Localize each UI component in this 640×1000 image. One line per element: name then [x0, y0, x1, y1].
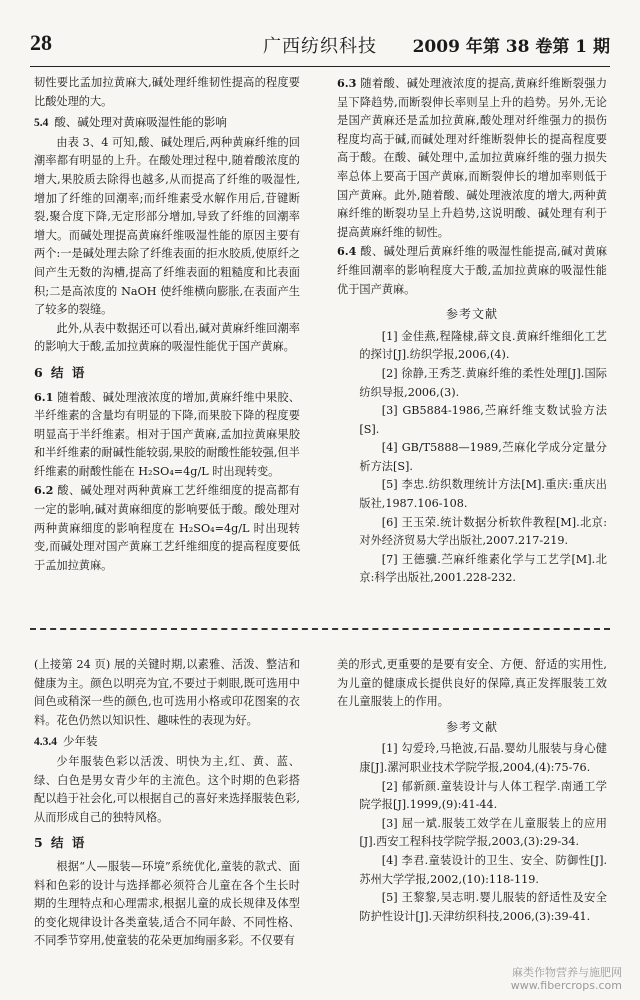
upper-left-column — [34, 74, 300, 575]
paragraph-text: 酸、碱处理对两种黄麻工艺纤维细度的提高都有一定的影响,碱对黄麻细度的影响要低于酸。酸处理对两种黄麻细度的影响程度在 H₂SO₄=4g/L 时出现转变,而碱处理对国产黄麻工艺纤维细度的提高程度要低于孟加拉黄麻。 — [34, 484, 300, 572]
header-rule — [30, 66, 610, 67]
paragraph: 美的形式,更重要的是要有安全、方便、舒适的实用性,为儿童的健康成长提供良好的保障,真正发挥服装工效在儿童服装上的作用。 — [337, 658, 607, 709]
upper-right-column — [337, 74, 607, 588]
watermark-line: 麻类作物营养与施肥网 — [512, 966, 622, 979]
paragraph: 根据“人—服装—环境”系统优化,童装的款式、面料和色彩的设计与选择都必须符合儿童在各个生长时期的生理特点和心理需求,根据儿童的成长规律及体型的变化规律设计各类童装,适合不同年龄、不同性格、不同季节穿用,使童装的花朵更加绚丽多彩。不仅要有 — [34, 859, 300, 948]
section-heading-4-3-4 — [34, 732, 300, 752]
reference-item: [5] 王黎黎,吴志明.婴儿服装的舒适性及安全防护性设计[J].天津纺织科技,2006,(3):39-41. — [359, 891, 607, 923]
paragraph-text: 随着酸、碱处理液浓度的提高,黄麻纤维断裂强力呈下降趋势,而断裂伸长率则呈上升的趋势。另外,无论是国产黄麻还是孟加拉黄麻,酸处理对纤维强力的损伤程度均高于碱,而碱处理对纤维断裂伸长的提高程度要高于酸。在酸、碱处理中,孟加拉黄麻纤维的强力损失率总体上要高于国产黄麻,而断裂伸长的增加率则低于国产黄麻。此外,随着酸、碱处理液浓度的增大,两种黄麻纤维的断裂功呈上升趋势,这说明酸、碱处理有利于提高黄麻纤维的韧性。 — [337, 77, 608, 239]
reference-item: [3] GB5884-1986,苎麻纤维支数试验方法[S]. — [359, 404, 607, 436]
reference-item: [3] 屈一斌.服装工效学在儿童服装上的应用[J].西安工程科技学院学报,2003,(3):29-34. — [359, 816, 607, 849]
site-watermark — [511, 966, 622, 992]
section-heading-5-4 — [34, 113, 300, 133]
watermark-line: www.fibercrops.com — [510, 979, 622, 992]
section-number: 6.3 — [337, 76, 357, 90]
lower-left-column — [34, 656, 300, 951]
page-number: 28 — [30, 30, 52, 55]
paragraph: 此外,从表中数据还可以看出,碱对黄麻纤维回潮率的影响大于酸,孟加拉黄麻的吸湿性能优于国产黄麻。 — [34, 321, 300, 354]
paragraph-6-3 — [337, 74, 607, 242]
section-number: 5.4 — [34, 117, 49, 130]
section-heading-6: 6 结 语 — [34, 364, 87, 380]
paragraph: 由表 3、4 可知,酸、碱处理后,两种黄麻纤维的回潮率都有明显的上升。在酸处理过程中,随着酸浓度的增大,果胶质去除得也越多,从而提高了纤维的吸湿性,增加了纤维的回潮率;而纤维素受水解作用后,苷键断裂,聚合度下降,无定形部分增加,导致了纤维的回潮率增大。而碱处理提高黄麻纤维吸湿性能的原因主要有两个:一是碱处理去除了纤维表面的拒水胶质,使原纤之间产生无数的沟槽,提高了纤维表面的粗糙度和比表面积;二是高浓度的 NaOH 使纤维横向膨胀,在表面产生了较多的裂缝。 — [34, 135, 300, 317]
issue-info: 2009 年第 38 卷第 1 期 — [412, 37, 610, 57]
reference-item: [7] 王德骥.苎麻纤维素化学与工艺学[M].北京:科学出版社,2001.228-232. — [359, 552, 607, 585]
paragraph-text: 酸、碱处理后黄麻纤维的吸湿性能提高,碱对黄麻纤维回潮率的影响程度大于酸,孟加拉黄麻的吸湿性能优于国产黄麻。 — [337, 245, 608, 296]
reference-item: [4] GB/T5888—1989,苎麻化学成分定量分析方法[S]. — [359, 441, 607, 473]
paragraph — [34, 656, 300, 730]
section-number: 6.1 — [34, 389, 54, 404]
paragraph-6-2 — [34, 481, 300, 575]
section-title: 酸、碱处理对黄麻吸湿性能的影响 — [54, 115, 227, 130]
reference-item: [2] 徐静,王秀芝.黄麻纤维的柔性处理[J].国际纺织导报,2006,(3). — [359, 366, 607, 399]
section-title: 少年装 — [63, 734, 98, 749]
paragraph-6-1 — [34, 388, 300, 482]
paragraph-6-4 — [337, 242, 607, 299]
paragraph-text: 随着酸、碱处理液浓度的增加,黄麻纤维中果胶、半纤维素的含量均有明显的下降,而果胶下降的程度要明显高于半纤维素。相对于国产黄麻,孟加拉黄麻果胶和半纤维素的耐碱性能较弱,果胶的耐酸性能较强,但半纤维素的耐酸性能在 H₂SO₄=4g/L 时出现转变。 — [34, 390, 300, 478]
reference-item: [1] 金佳燕,程隆棣,薛文良.黄麻纤维细化工艺的探讨[J].纺织学报,2006,(4). — [359, 329, 607, 362]
reference-item: [6] 王玉荣.统计数据分析软件教程[M].北京:对外经济贸易大学出版社,2007.217-219. — [359, 515, 607, 548]
reference-list — [337, 328, 607, 588]
page-header — [30, 30, 610, 60]
lower-right-column — [337, 656, 607, 926]
reference-item: [2] 郁新颜.童装设计与人体工程学.南通工学院学报[J].1999,(9):41-44. — [359, 779, 607, 812]
section-number: 6.4 — [337, 244, 357, 259]
section-heading-5: 5 结 语 — [34, 835, 87, 851]
paragraph: 少年服装色彩以活泼、明快为主,红、黄、蓝、绿、白色是男女青少年的主流色。这个时期的色彩搭配以趋于社会化,可以根据自己的喜好来选择服装色彩,从而形成自己的独特风格。 — [34, 754, 300, 824]
reference-list — [337, 740, 607, 926]
reference-item: [1] 勾爱玲,马艳波,石晶.婴幼儿服装与身心健康[J].漯河职业技术学院学报,2004,(4):75-76. — [359, 742, 607, 774]
paragraph-text: 展的关键时期,以素雅、活泼、整洁和健康为主。颜色以明亮为宜,不要过于刺眼,既可选用中间色或稍深一些的颜色,也可选用小格或印花图案的衣料。花色仍然以知识性、趣味性的表现为好。 — [34, 658, 301, 727]
reference-item: [4] 李君.童装设计的卫生、安全、防御性[J].苏州大学学报,2002,(10):118-119. — [359, 853, 607, 886]
article-divider — [30, 628, 610, 630]
reference-item: [5] 李忠.纺织数理统计方法[M].重庆:重庆出版社,1987.106-108. — [359, 478, 607, 511]
journal-title: 广西纺织科技 — [263, 36, 377, 57]
continuation-note: (上接第 24 页) — [34, 658, 111, 671]
paragraph: 韧性要比孟加拉黄麻大,碱处理纤维韧性提高的程度要比酸处理的大。 — [34, 76, 300, 108]
references-heading: 参考文献 — [445, 307, 498, 322]
section-number: 4.3.4 — [34, 736, 57, 749]
section-number: 6.2 — [34, 483, 54, 498]
references-heading: 参考文献 — [445, 719, 498, 734]
